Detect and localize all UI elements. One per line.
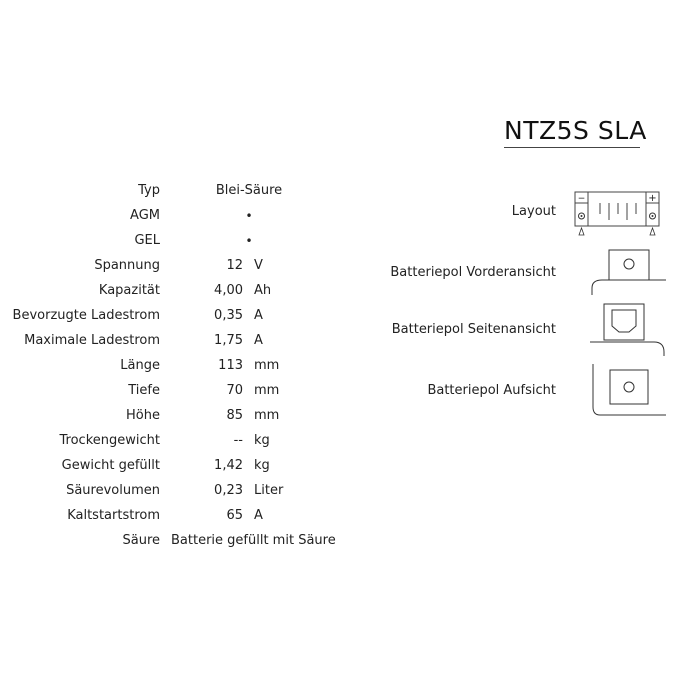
spec-row-trockengewicht (0, 430, 360, 452)
spec-unit: mm (254, 408, 280, 423)
spec-label: Maximale Ladestrom (24, 333, 160, 348)
spec-unit: A (254, 508, 263, 523)
terminal-top-view-diagram (590, 362, 670, 418)
spec-value: 65 (226, 508, 243, 523)
terminal-outline (609, 250, 649, 280)
spec-value: 1,42 (214, 458, 243, 473)
spec-value: 4,00 (214, 283, 243, 298)
spec-unit: Ah (254, 283, 272, 298)
spec-label: Typ (138, 183, 160, 198)
title-underline (504, 147, 640, 148)
battery-layout-diagram (574, 190, 660, 238)
arrow-up-icon (650, 228, 655, 235)
spec-row-spannung (0, 255, 360, 277)
terminal-profile (612, 310, 636, 332)
spec-label: Gewicht gefüllt (61, 458, 160, 473)
terminal-hole-icon (624, 259, 634, 269)
spec-value: 113 (218, 358, 243, 373)
spec-label: Tiefe (128, 383, 160, 398)
side-view-label: Batteriepol Seitenansicht (391, 322, 556, 337)
spec-row-hoehe (0, 405, 360, 427)
plus-terminal-label: + (648, 193, 657, 204)
top-view-label: Batteriepol Aufsicht (427, 383, 556, 398)
battery-edge (593, 364, 666, 415)
spec-value: 0,35 (214, 308, 243, 323)
layout-label: Layout (511, 204, 556, 219)
battery-edge (592, 280, 666, 295)
spec-label: Säurevolumen (66, 483, 160, 498)
spec-row-tiefe (0, 380, 360, 402)
terminal-hole-icon (624, 382, 634, 392)
minus-terminal-label: − (577, 194, 586, 204)
spec-row-bevorzugte-ladestrom (0, 305, 360, 327)
spec-value: Blei-Säure (215, 183, 283, 198)
spec-row-gewicht-gefuellt (0, 455, 360, 477)
arrow-up-icon (579, 228, 584, 235)
spec-unit: Liter (254, 483, 284, 498)
spec-row-typ (0, 180, 360, 202)
spec-value: 12 (226, 258, 243, 273)
spec-value: 0,23 (214, 483, 243, 498)
spec-row-saeure (0, 530, 360, 552)
spec-row-gel (0, 230, 360, 252)
spec-row-maximale-ladestrom (0, 330, 360, 352)
spec-label: Spannung (94, 258, 160, 273)
terminal-front-view-diagram (590, 248, 670, 298)
spec-value: 85 (226, 408, 243, 423)
spec-unit: kg (254, 458, 270, 473)
spec-value: Batterie gefüllt mit Säure (171, 533, 336, 548)
spec-unit: mm (254, 383, 280, 398)
spec-row-kapazitaet (0, 280, 360, 302)
spec-unit: V (254, 258, 263, 273)
spec-unit: kg (254, 433, 270, 448)
spec-label: Kapazität (98, 283, 160, 298)
spec-label: Länge (120, 358, 160, 373)
spec-unit: A (254, 333, 263, 348)
spec-label: Säure (122, 533, 160, 548)
spec-row-agm (0, 205, 360, 227)
spec-label: AGM (130, 208, 160, 223)
terminal-outline (604, 304, 644, 340)
spec-row-laenge (0, 355, 360, 377)
product-title: NTZ5S SLA (504, 116, 647, 145)
spec-value-bullet: • (245, 209, 253, 223)
terminal-outline (610, 370, 648, 404)
spec-row-kaltstartstrom (0, 505, 360, 527)
spec-value: 1,75 (214, 333, 243, 348)
spec-value: -- (233, 433, 243, 448)
terminal-side-view-diagram (588, 302, 670, 358)
spec-unit: A (254, 308, 263, 323)
spec-value: 70 (226, 383, 243, 398)
spec-value-bullet: • (245, 234, 253, 248)
battery-edge (590, 342, 664, 356)
spec-label: Höhe (126, 408, 160, 423)
spec-row-saeurevolumen (0, 480, 360, 502)
front-view-label: Batteriepol Vorderansicht (390, 265, 556, 280)
spec-label: Bevorzugte Ladestrom (12, 308, 160, 323)
spec-label: Trockengewicht (59, 433, 160, 448)
spec-label: GEL (134, 233, 160, 248)
spec-unit: mm (254, 358, 280, 373)
spec-label: Kaltstartstrom (67, 508, 160, 523)
